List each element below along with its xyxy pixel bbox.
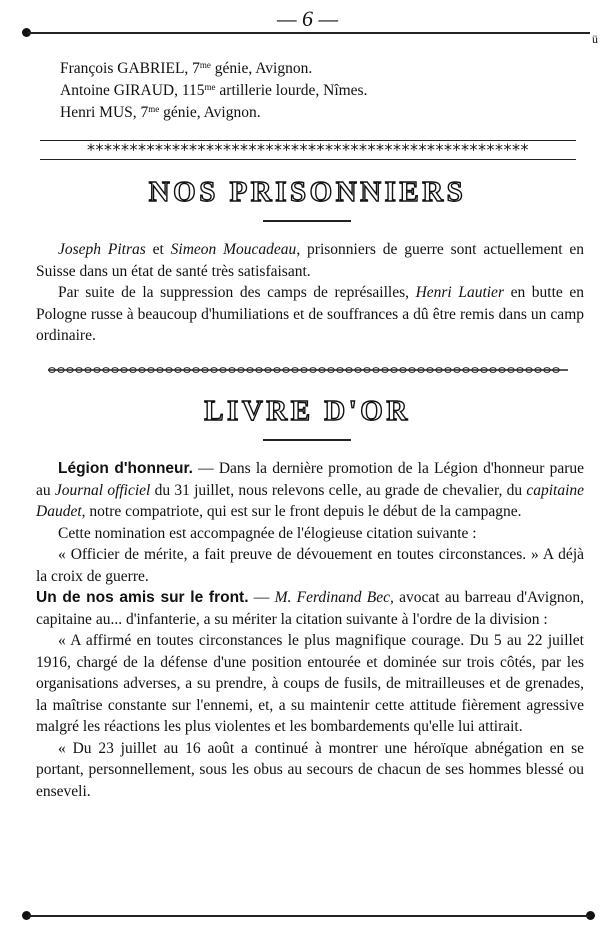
section-title-prisonniers: NOS PRISONNIERS	[148, 176, 467, 208]
ornamental-divider	[48, 365, 568, 375]
casualty-entry: François GABRIEL, $7^{me}$ génie, Avignon.	[60, 60, 313, 77]
paragraph: Joseph Pitras et Simeon Moucadeau, prisonniers de guerre sont actuellement en Suisse dans un état de santé très satisfaisant.	[36, 241, 584, 280]
title-underline	[263, 220, 351, 222]
section-title-livre-dor: LIVRE D'OR	[204, 395, 411, 427]
paragraph: « Officier de mérite, a fait preuve de dévouement en toutes circonstances. » A déjà la croix de guerre.	[36, 546, 584, 585]
title-underline	[263, 439, 351, 441]
corner-mark: ü	[592, 32, 598, 46]
paragraph: « A affirmé en toutes circonstances le plus magnifique courage. Du 5 au 22 juillet 1916, chargé de la défense d'une position entourée et dominée sur trois côtés, par les organisations adverses, a su prendre, à coups de fusils, de mitrailleuses et de grenades, la maîtrise constante sur l'ennemi, et, a su maintenir cette attitude fièrement agressive malgré les réactions les plus violentes et les bombardements qu'elle lui attirait.	[36, 632, 584, 735]
paragraph: Un de nos amis sur le front. — M. Ferdinand Bec, avocat au barreau d'Avignon, capitaine au... d'infanterie, a su mériter la citation suivante à l'ordre de la division :	[36, 589, 585, 628]
paragraph: Cette nomination est accompagnée de l'élogieuse citation suivante :	[58, 524, 477, 542]
casualty-entry: Henri MUS, $7^{me}$ génie, Avignon.	[60, 104, 261, 121]
bottom-rule	[28, 915, 590, 917]
page-number: — 6 —	[276, 6, 339, 31]
paragraph: Par suite de la suppression des camps de représailles, Henri Lautier en butte en Pologne russe à beaucoup d'humiliations et de souffrances a dû être remis dans un camp ordinaire.	[36, 284, 584, 344]
paragraph: Légion d'honneur. — Dans la dernière promotion de la Légion d'honneur parue au Journal officiel du 31 juillet, nous relevons celle, au grade de chevalier, du capitaine Daudet, notre compatriote, qui est sur le front depuis le début de la campagne.	[36, 460, 585, 520]
livre-dor-body	[36, 458, 584, 802]
prisonniers-body	[36, 239, 584, 347]
paragraph: « Du 23 juillet au 16 août a continué à montrer une héroïque abnégation en se portant, personnellement, sous les obus au secours de chacun de ses hommes blessé ou enseveli.	[36, 739, 584, 800]
star-divider: ****************************************************	[40, 140, 576, 160]
casualty-list	[60, 56, 367, 122]
casualty-entry: Antoine GIRAUD, $115^{me}$ artillerie lourde, Nîmes.	[60, 82, 368, 99]
top-rule	[28, 32, 590, 34]
